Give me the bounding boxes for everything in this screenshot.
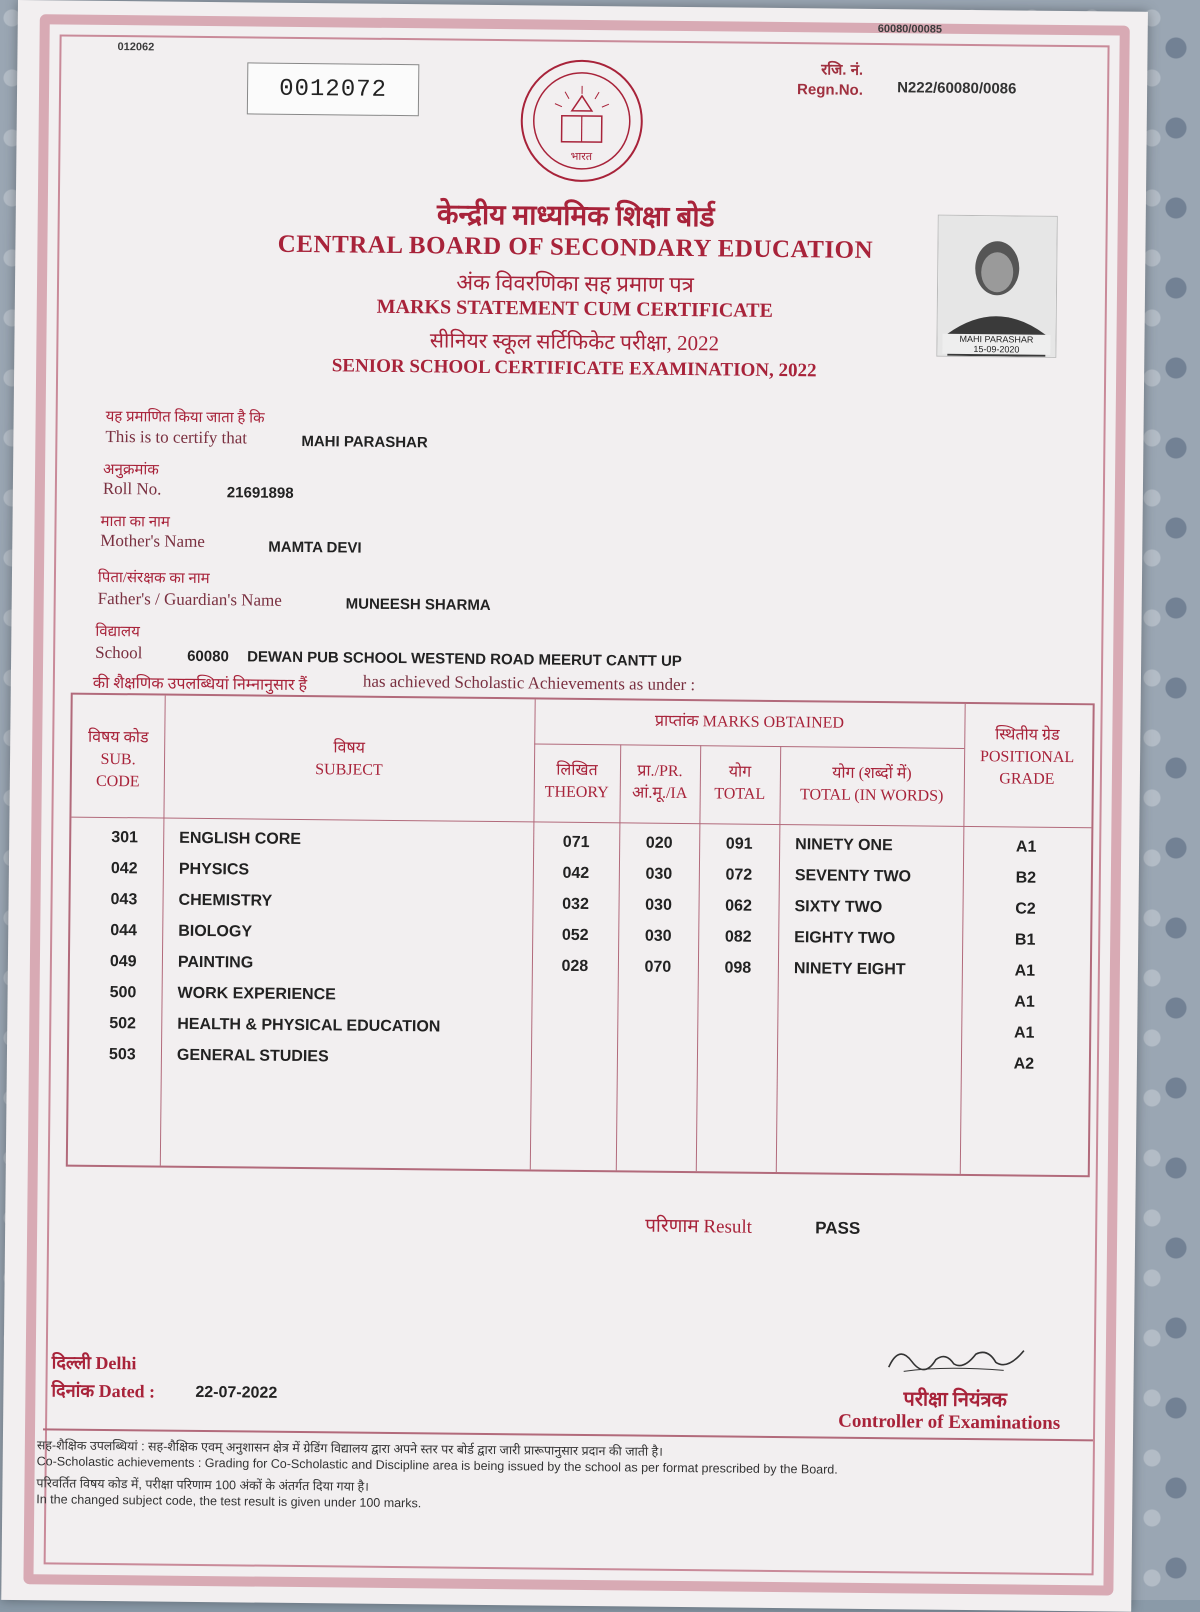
result-value: PASS bbox=[815, 1218, 860, 1238]
header-total-hindi: योग bbox=[700, 761, 780, 784]
cell-total: 098 bbox=[698, 959, 778, 978]
cbse-emblem-icon bbox=[516, 55, 647, 186]
issue-date: 22-07-2022 bbox=[195, 1384, 277, 1403]
cell-grade: A2 bbox=[961, 1055, 1087, 1074]
cell-theory: 052 bbox=[532, 926, 618, 945]
header-code-line1: SUB. bbox=[72, 749, 164, 772]
result-label: परिणाम Result bbox=[645, 1212, 752, 1239]
header-divider bbox=[71, 817, 1091, 829]
father-label-hindi: पिता/संरक्षक का नाम bbox=[98, 567, 210, 588]
mother-label: Mother's Name bbox=[100, 531, 205, 552]
cell-words bbox=[793, 1053, 963, 1055]
photo-caption-date: 15-09-2020 bbox=[942, 344, 1050, 355]
cell-subject: HEALTH & PHYSICAL EDUCATION bbox=[177, 1016, 527, 1038]
regn-value: N222/60080/0086 bbox=[897, 79, 1016, 97]
controller-title: Controller of Examinations bbox=[838, 1411, 1060, 1435]
school-name: DEWAN PUB SCHOOL WESTEND ROAD MEERUT CANTT UP bbox=[247, 648, 682, 670]
certificate-paper bbox=[1, 0, 1148, 1612]
board-title-hindi: केन्द्रीय माध्यमिक शिक्षा बोर्ड bbox=[216, 192, 936, 238]
footnote-coscholastic: Co-Scholastic achievements : Grading for Co-Scholastic and Discipline area is being issued by the school as per format prescribed by the Board. bbox=[37, 1454, 838, 1476]
cell-pr: 030 bbox=[619, 865, 699, 884]
dated-label: दिनांक Dated : bbox=[51, 1378, 155, 1403]
photo-caption-name: MAHI PARASHAR bbox=[942, 334, 1050, 345]
cell-grade: C2 bbox=[962, 900, 1088, 919]
roll-label: Roll No. bbox=[103, 479, 162, 500]
cell-code: 502 bbox=[109, 1015, 159, 1034]
cell-words: NINETY ONE bbox=[795, 836, 965, 856]
exam-title: SENIOR SCHOOL CERTIFICATE EXAMINATION, 2022 bbox=[214, 354, 934, 384]
header-subject bbox=[164, 736, 534, 784]
cell-total: 062 bbox=[698, 897, 778, 916]
header-theory-hindi: लिखित bbox=[534, 759, 620, 782]
cell-pr bbox=[618, 989, 698, 990]
photo-caption bbox=[942, 334, 1050, 355]
header-words-hindi: योग (शब्दों में) bbox=[780, 762, 964, 786]
achievement-label: has achieved Scholastic Achievements as under : bbox=[363, 672, 696, 695]
cell-words bbox=[793, 1022, 963, 1024]
place: दिल्ली Delhi bbox=[52, 1350, 137, 1375]
serial-number: 0012072 bbox=[247, 62, 420, 116]
serial-top-right: 60080/00085 bbox=[878, 23, 942, 36]
mother-name: MAMTA DEVI bbox=[268, 539, 362, 557]
certificate-title-hindi: अंक विवरणिका सह प्रमाण पत्र bbox=[215, 264, 935, 302]
cell-code: 044 bbox=[110, 922, 160, 941]
header-total-words bbox=[780, 762, 964, 808]
cell-code: 043 bbox=[110, 891, 160, 910]
cell-theory: 042 bbox=[533, 864, 619, 883]
cell-code: 500 bbox=[110, 984, 160, 1003]
mother-label-hindi: माता का नाम bbox=[100, 511, 170, 532]
cell-grade: A1 bbox=[961, 993, 1087, 1012]
header-subject-label: SUBJECT bbox=[164, 758, 534, 784]
controller-title-hindi: परीक्षा नियंत्रक bbox=[903, 1384, 1007, 1412]
cell-theory: 032 bbox=[532, 895, 618, 914]
header-code-line2: CODE bbox=[72, 771, 164, 794]
roll-number: 21691898 bbox=[227, 484, 294, 502]
regn-label-en: Regn.No. bbox=[797, 80, 863, 101]
exam-title-hindi: सीनियर स्कूल सर्टिफिकेट परीक्षा, 2022 bbox=[214, 324, 934, 360]
marks-table bbox=[66, 693, 1095, 1178]
header-grade-line1: POSITIONAL bbox=[964, 746, 1090, 769]
cell-theory bbox=[531, 1019, 617, 1020]
header-grade-hindi: स्थितीय ग्रेड bbox=[964, 724, 1090, 747]
cell-total bbox=[698, 990, 778, 991]
cell-subject: BIOLOGY bbox=[178, 923, 528, 945]
header-theory-label: THEORY bbox=[534, 781, 620, 804]
school-code: 60080 bbox=[187, 648, 229, 665]
cell-total: 072 bbox=[699, 866, 779, 885]
cell-subject: CHEMISTRY bbox=[178, 892, 528, 914]
certificate-title: MARKS STATEMENT CUM CERTIFICATE bbox=[215, 294, 935, 325]
board-title: CENTRAL BOARD OF SECONDARY EDUCATION bbox=[215, 230, 935, 266]
cell-code: 042 bbox=[111, 860, 161, 879]
emblem-text: भारत bbox=[571, 150, 593, 163]
cell-pr: 030 bbox=[618, 927, 698, 946]
cell-pr bbox=[617, 1051, 697, 1052]
cell-total: 082 bbox=[698, 928, 778, 947]
cell-total: 091 bbox=[699, 835, 779, 854]
header-practical-line2: आं.मू./IA bbox=[620, 782, 700, 805]
cell-pr: 020 bbox=[619, 834, 699, 853]
cell-grade: A1 bbox=[963, 838, 1089, 857]
serial-top-left: 012062 bbox=[117, 41, 154, 53]
student-name: MAHI PARASHAR bbox=[301, 433, 428, 451]
school-label: School bbox=[95, 643, 142, 663]
header-total bbox=[700, 761, 780, 806]
cell-theory: 028 bbox=[532, 957, 618, 976]
cell-subject: GENERAL STUDIES bbox=[177, 1047, 527, 1069]
cell-grade: B2 bbox=[963, 869, 1089, 888]
cell-theory bbox=[531, 1050, 617, 1051]
footnote-coscholastic-hindi: सह-शैक्षिक उपलब्धियां : सह-शैक्षिक एवम् अनुशासन क्षेत्र में ग्रेडिंग विद्यालय द्वारा अपने स्तर पर बोर्ड द्वारा जारी प्रारूपानुसार प्रदान की जाती है। bbox=[37, 1436, 663, 1460]
header-marks-obtained: प्राप्तांक MARKS OBTAINED bbox=[534, 709, 964, 736]
achievement-label-hindi: की शैक्षणिक उपलब्धियां निम्नानुसार हैं bbox=[93, 671, 307, 695]
cell-subject: PHYSICS bbox=[179, 861, 529, 883]
header-grade bbox=[964, 724, 1091, 791]
header-theory bbox=[534, 759, 620, 804]
cell-words: SEVENTY TWO bbox=[795, 867, 965, 887]
header-practical-line1: प्रा./PR. bbox=[620, 760, 700, 783]
header-subject-hindi: विषय bbox=[164, 736, 534, 762]
header-code-hindi: विषय कोड bbox=[72, 727, 164, 750]
footnote-changed-code: In the changed subject code, the test result is given under 100 marks. bbox=[36, 1492, 421, 1510]
cell-subject: WORK EXPERIENCE bbox=[178, 985, 528, 1007]
cell-words: EIGHTY TWO bbox=[794, 929, 964, 949]
father-label: Father's / Guardian's Name bbox=[98, 589, 282, 611]
school-label-hindi: विद्यालय bbox=[95, 621, 140, 641]
cell-words bbox=[794, 991, 964, 993]
father-name: MUNEESH SHARMA bbox=[346, 595, 491, 614]
cell-grade: A1 bbox=[962, 962, 1088, 981]
footnote-changed-code-hindi: परिवर्तित विषय कोड में, परीक्षा परिणाम 100 अंकों के अंतर्गत दिया गया है। bbox=[36, 1474, 369, 1494]
header-grade-line2: GRADE bbox=[964, 768, 1090, 791]
cell-subject: ENGLISH CORE bbox=[179, 830, 529, 852]
cell-grade: B1 bbox=[962, 931, 1088, 950]
cell-theory bbox=[532, 988, 618, 989]
row-divider bbox=[534, 743, 964, 749]
cell-subject: PAINTING bbox=[178, 954, 528, 976]
cell-code: 503 bbox=[109, 1046, 159, 1065]
header-code bbox=[72, 727, 165, 794]
cell-pr: 070 bbox=[618, 958, 698, 977]
roll-label-hindi: अनुक्रमांक bbox=[103, 459, 159, 480]
cell-total bbox=[697, 1021, 777, 1022]
certify-label: This is to certify that bbox=[105, 427, 247, 448]
cell-pr: 030 bbox=[618, 896, 698, 915]
header-practical bbox=[620, 760, 700, 805]
controller-signature-icon bbox=[884, 1339, 1034, 1381]
cell-total bbox=[697, 1052, 777, 1053]
cell-pr bbox=[617, 1020, 697, 1021]
cell-grade: A1 bbox=[961, 1024, 1087, 1043]
cell-code: 049 bbox=[110, 953, 160, 972]
cell-words: SIXTY TWO bbox=[794, 898, 964, 918]
cell-words: NINETY EIGHT bbox=[794, 960, 964, 980]
cell-theory: 071 bbox=[533, 833, 619, 852]
cell-code: 301 bbox=[111, 829, 161, 848]
certify-label-hindi: यह प्रमाणित किया जाता है कि bbox=[106, 406, 265, 428]
regn-label bbox=[797, 60, 863, 101]
regn-label-hi: रजि. नं. bbox=[797, 60, 863, 81]
header-words-label: TOTAL (IN WORDS) bbox=[780, 784, 964, 808]
header-total-label: TOTAL bbox=[700, 783, 780, 806]
